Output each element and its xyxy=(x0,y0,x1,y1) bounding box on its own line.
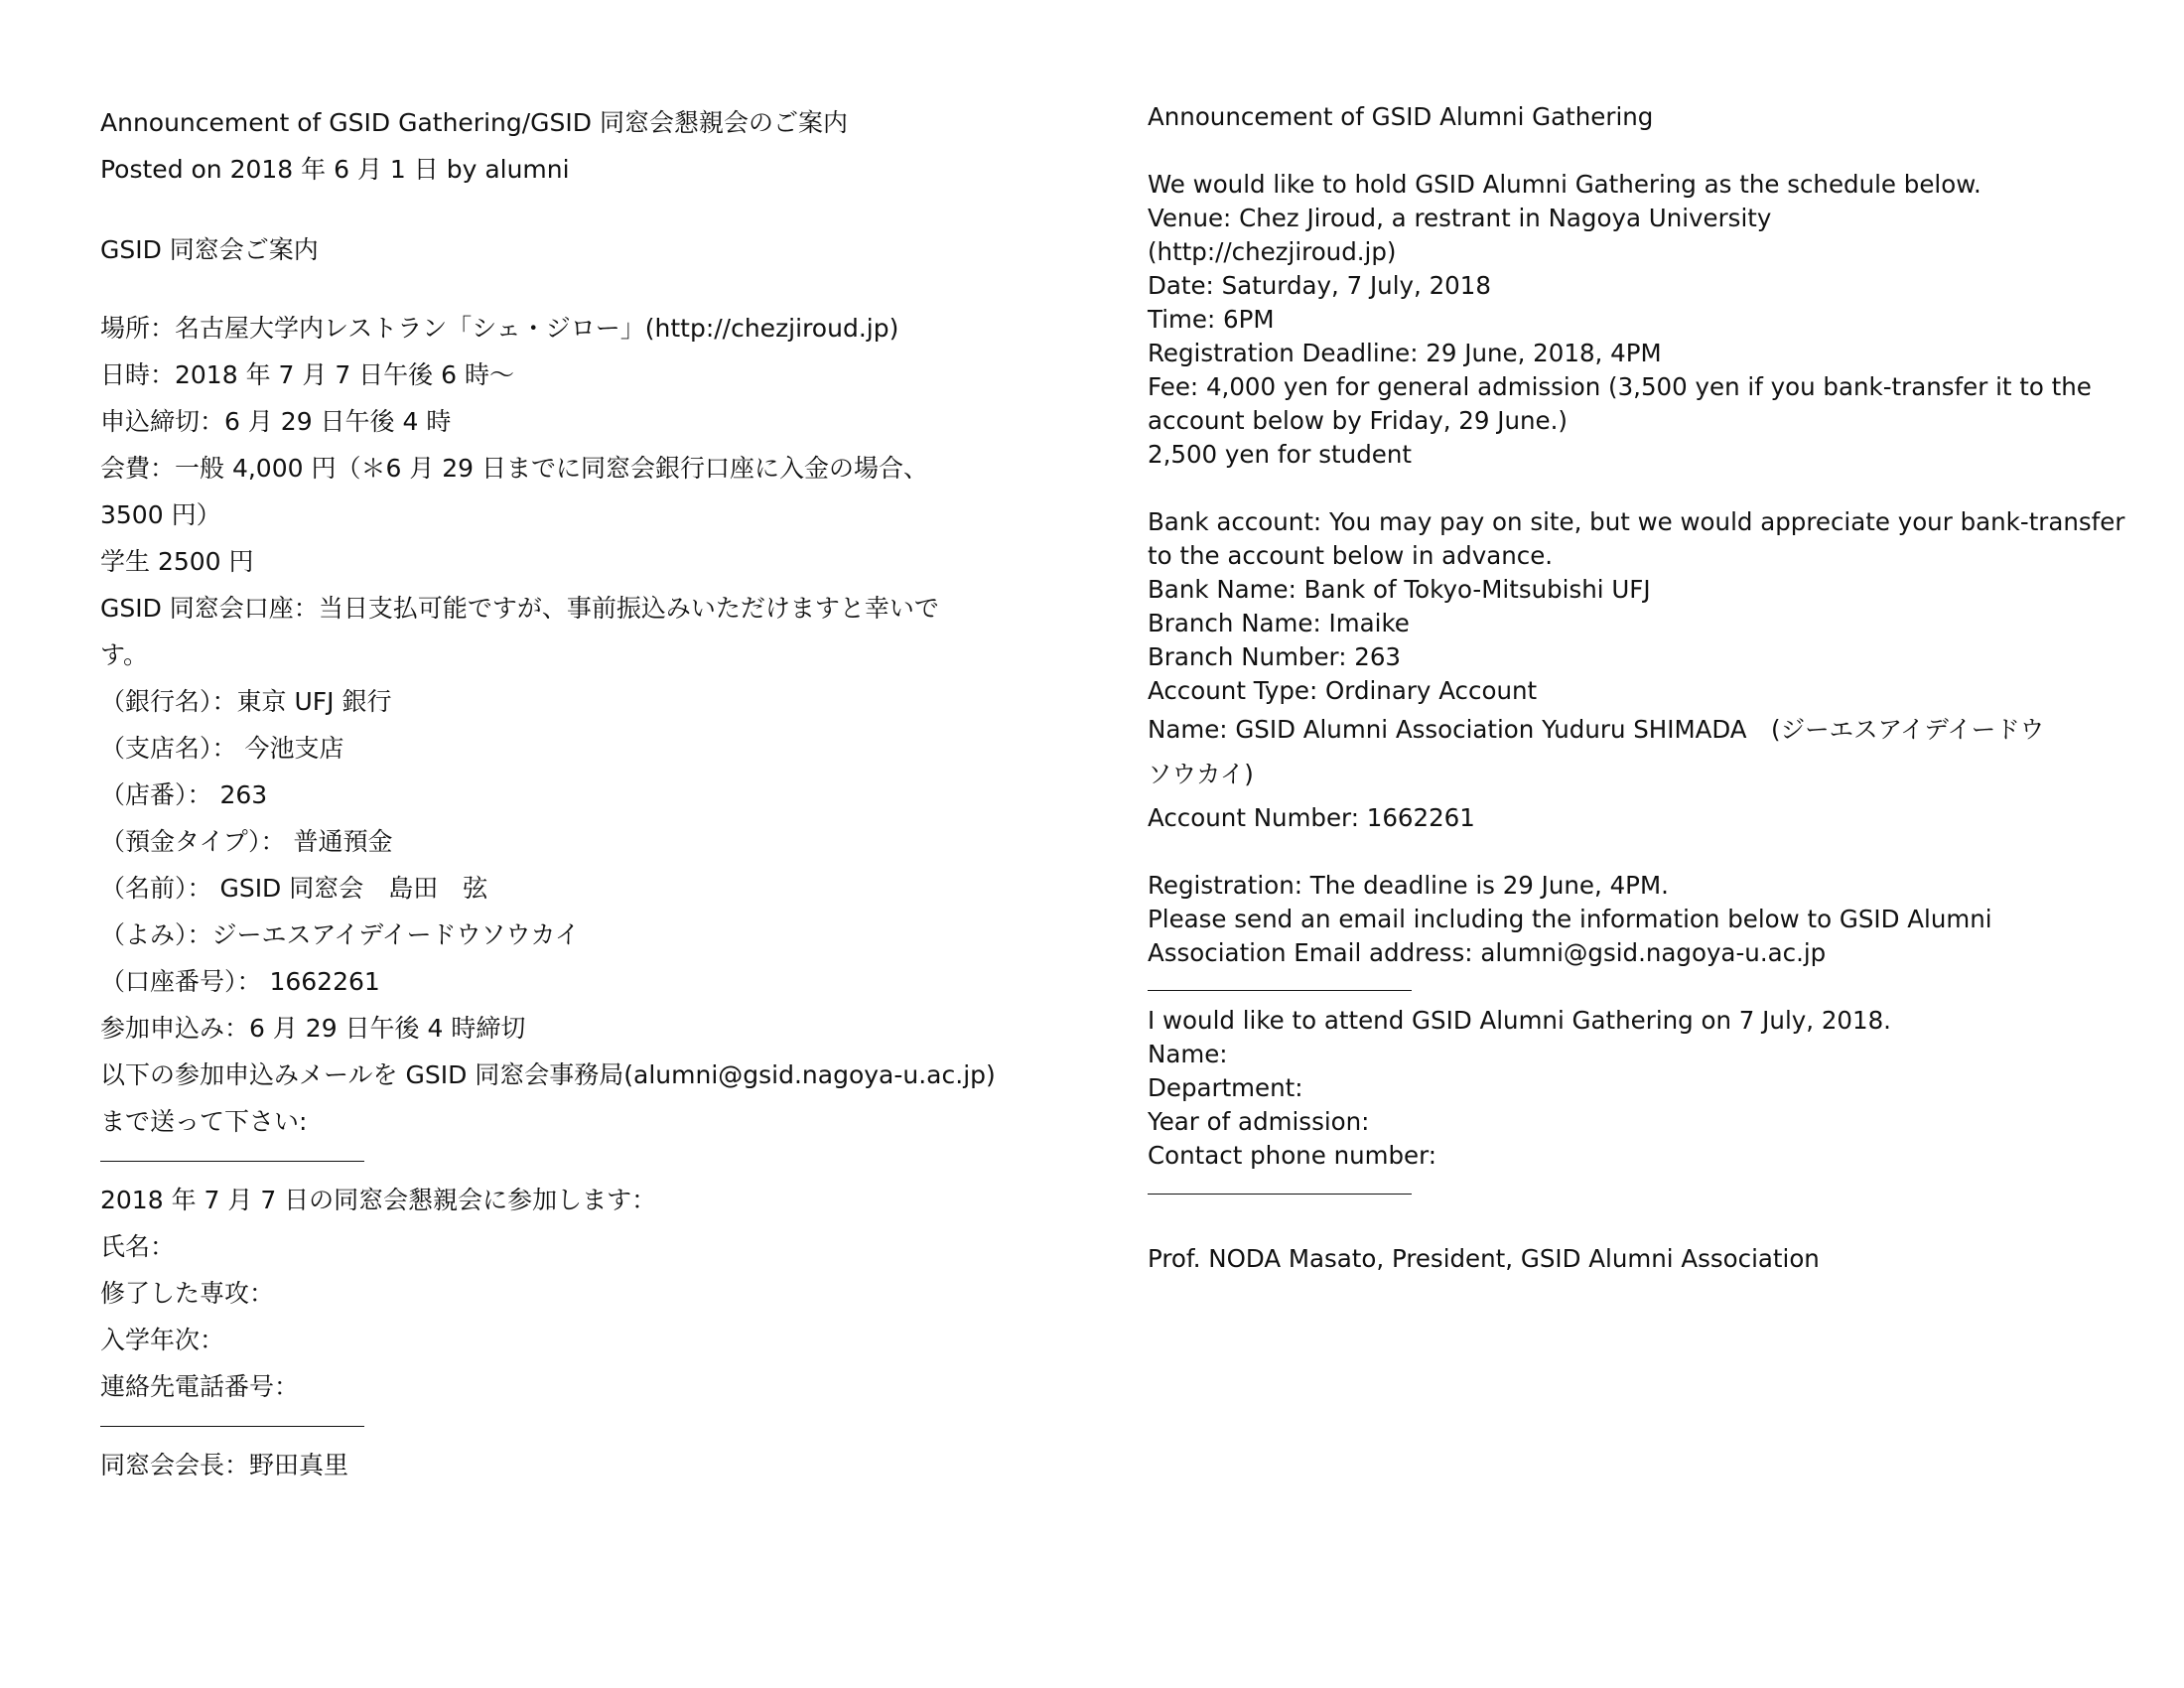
left-form-department: 修了した専攻： xyxy=(100,1279,275,1308)
left-heading: GSID 同窓会ご案内 xyxy=(100,235,319,264)
right-email-line2: Association Email address: alumni@gsid.nagoya-u.ac.jp xyxy=(1148,938,1827,967)
right-title: Announcement of GSID Alumni Gathering xyxy=(1148,102,1654,131)
left-form-name: 氏名： xyxy=(100,1232,176,1261)
left-account-line2: す。 xyxy=(100,640,149,669)
left-registration: 参加申込み：6 月 29 日午後 4 時締切 xyxy=(100,1014,526,1043)
left-attend-line: 2018 年 7 月 7 日の同窓会懇親会に参加します： xyxy=(100,1186,657,1214)
right-form-name: Name: xyxy=(1148,1040,1228,1068)
left-form-phone: 連絡先電話番号： xyxy=(100,1372,300,1401)
right-attend-line: I would like to attend GSID Alumni Gathering on 7 July, 2018. xyxy=(1148,1006,1891,1035)
right-time: Time: 6PM xyxy=(1148,305,1275,334)
right-venue-url: (http://chezjiroud.jp) xyxy=(1148,237,1397,266)
right-president: Prof. NODA Masato, President, GSID Alumni Association xyxy=(1148,1244,1820,1273)
left-president: 同窓会会長：野田真里 xyxy=(100,1451,349,1479)
right-bank-line2: to the account below in advance. xyxy=(1148,541,1554,570)
right-holder-name-line2: ソウカイ) xyxy=(1148,760,1254,788)
right-email-line1: Please send an email including the information below to GSID Alumni xyxy=(1148,905,1992,933)
right-deadline: Registration Deadline: 29 June, 2018, 4PM xyxy=(1148,339,1662,367)
right-fee-line1: Fee: 4,000 yen for general admission (3,500 yen if you bank-transfer it to the xyxy=(1148,372,2092,401)
left-account-line1: GSID 同窓会口座：当日支払可能ですが、事前振込みいただけますと幸いで xyxy=(100,594,939,623)
left-fee-line2: 3500 円） xyxy=(100,500,221,529)
right-bank-name: Bank Name: Bank of Tokyo-Mitsubishi UFJ xyxy=(1148,575,1651,604)
left-reading: （よみ）：ジーエスアイデイードウソウカイ xyxy=(100,920,580,949)
left-title: Announcement of GSID Gathering/GSID 同窓会懇親会のご案内 xyxy=(100,108,848,137)
right-branch-number: Branch Number: 263 xyxy=(1148,642,1402,671)
left-venue: 場所：名古屋大学内レストラン「シェ・ジロー」(http://chezjiroud.jp) xyxy=(100,314,899,343)
left-datetime: 日時：2018 年 7 月 7 日午後 6 時～ xyxy=(100,360,514,389)
left-branch-name: （支店名）： 今池支店 xyxy=(100,734,344,763)
right-form-top-rule xyxy=(1148,990,1412,991)
left-account-number: （口座番号）： 1662261 xyxy=(100,967,380,996)
right-form-phone: Contact phone number: xyxy=(1148,1141,1437,1170)
left-form-bottom-rule xyxy=(100,1426,364,1427)
left-holder-name: （名前）： GSID 同窓会 島田 弦 xyxy=(100,874,488,903)
left-branch-number: （店番）： 263 xyxy=(100,780,268,809)
right-student-fee: 2,500 yen for student xyxy=(1148,440,1412,469)
left-form-top-rule xyxy=(100,1161,364,1162)
left-form-year: 入学年次： xyxy=(100,1326,225,1354)
right-fee-line2: account below by Friday, 29 June.) xyxy=(1148,406,1568,435)
right-form-bottom-rule xyxy=(1148,1194,1412,1195)
right-form-year: Year of admission: xyxy=(1148,1107,1370,1136)
left-email-line2: まで送って下さい: xyxy=(100,1107,308,1136)
left-deadline: 申込締切：6 月 29 日午後 4 時 xyxy=(100,407,452,436)
left-bank-name: （銀行名）：東京 UFJ 銀行 xyxy=(100,687,392,716)
right-account-number: Account Number: 1662261 xyxy=(1148,803,1475,832)
left-posted-line: Posted on 2018 年 6 月 1 日 by alumni xyxy=(100,155,570,184)
left-email-line1: 以下の参加申込みメールを GSID 同窓会事務局(alumni@gsid.nagoya-u.ac.jp) xyxy=(100,1060,996,1089)
left-fee-line1: 会費：一般 4,000 円（＊6 月 29 日までに同窓会銀行口座に入金の場合、 xyxy=(100,454,929,483)
right-intro: We would like to hold GSID Alumni Gathering as the schedule below. xyxy=(1148,170,1981,199)
right-registration: Registration: The deadline is 29 June, 4PM. xyxy=(1148,871,1669,900)
left-student-fee: 学生 2500 円 xyxy=(100,547,254,576)
right-date: Date: Saturday, 7 July, 2018 xyxy=(1148,271,1491,300)
right-branch-name: Branch Name: Imaike xyxy=(1148,609,1410,637)
right-form-department: Department: xyxy=(1148,1073,1303,1102)
right-account-type: Account Type: Ordinary Account xyxy=(1148,676,1538,705)
left-account-type: （預金タイプ）： 普通預金 xyxy=(100,827,393,856)
right-venue: Venue: Chez Jiroud, a restrant in Nagoya University xyxy=(1148,204,1772,232)
right-bank-line1: Bank account: You may pay on site, but we would appreciate your bank-transfer xyxy=(1148,507,2125,536)
right-holder-name-line1: Name: GSID Alumni Association Yuduru SHIMADA (ジーエスアイデイードウ xyxy=(1148,715,2045,744)
